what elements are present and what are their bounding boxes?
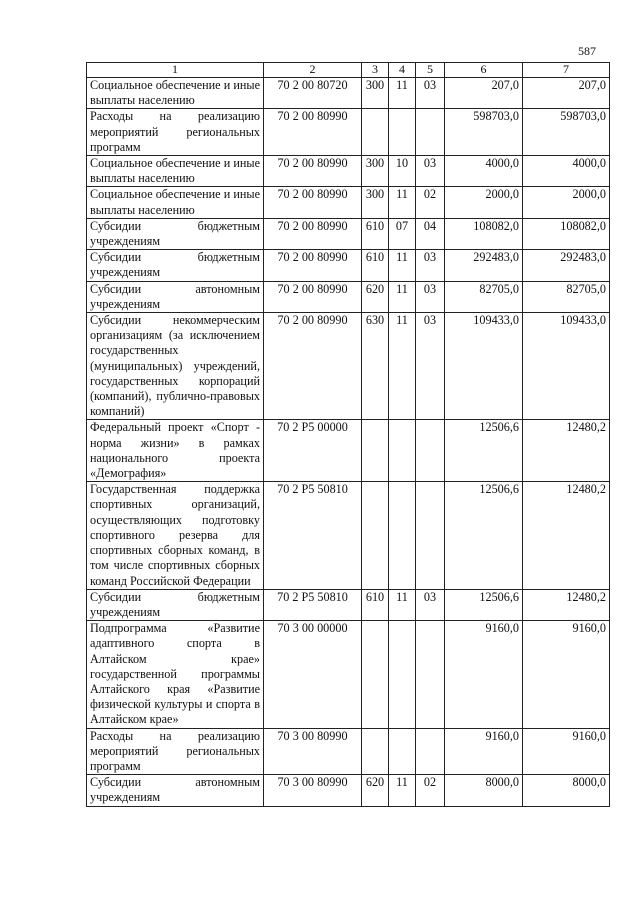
row-c5: 03 — [416, 78, 445, 109]
table-row — [87, 156, 610, 187]
row-c6: 12506,6 — [445, 589, 523, 620]
row-c6: 108082,0 — [445, 218, 523, 249]
row-name: Субсидии бюджетным учреждениям — [87, 218, 264, 249]
header-col-2: 2 — [264, 63, 362, 78]
row-c7: 12480,2 — [523, 482, 610, 589]
row-name: Расходы на реализацию мероприятий региональных программ — [87, 109, 264, 156]
row-c3: 300 — [362, 187, 389, 218]
budget-table — [86, 62, 610, 807]
row-code: 70 2 00 80990 — [264, 156, 362, 187]
table-row — [87, 281, 610, 312]
header-col-6: 6 — [445, 63, 523, 78]
row-c3 — [362, 621, 389, 728]
table-row — [87, 589, 610, 620]
row-c5 — [416, 482, 445, 589]
row-c3 — [362, 482, 389, 589]
row-c7: 598703,0 — [523, 109, 610, 156]
row-code: 70 2 P5 50810 — [264, 589, 362, 620]
table-row — [87, 78, 610, 109]
row-c5: 03 — [416, 250, 445, 281]
row-name: Социальное обеспечение и иные выплаты населению — [87, 78, 264, 109]
row-c3: 620 — [362, 775, 389, 806]
row-name: Субсидии бюджетным учреждениям — [87, 250, 264, 281]
row-c3 — [362, 728, 389, 775]
row-c6: 8000,0 — [445, 775, 523, 806]
row-c7: 2000,0 — [523, 187, 610, 218]
row-c4: 10 — [389, 156, 416, 187]
table-row — [87, 109, 610, 156]
row-c3 — [362, 420, 389, 482]
row-c7: 108082,0 — [523, 218, 610, 249]
header-col-7: 7 — [523, 63, 610, 78]
table-row — [87, 187, 610, 218]
row-c7: 9160,0 — [523, 728, 610, 775]
page-number: 587 — [578, 44, 596, 58]
row-code: 70 3 00 00000 — [264, 621, 362, 728]
row-c6: 598703,0 — [445, 109, 523, 156]
header-col-3: 3 — [362, 63, 389, 78]
row-c6: 82705,0 — [445, 281, 523, 312]
row-name: Субсидии автономным учреждениям — [87, 281, 264, 312]
row-c4: 11 — [389, 250, 416, 281]
row-c7: 4000,0 — [523, 156, 610, 187]
row-c7: 12480,2 — [523, 589, 610, 620]
row-c5: 03 — [416, 313, 445, 420]
row-c7: 109433,0 — [523, 313, 610, 420]
table-row — [87, 775, 610, 806]
row-code: 70 2 P5 00000 — [264, 420, 362, 482]
row-c4 — [389, 109, 416, 156]
row-c4 — [389, 420, 416, 482]
table-row — [87, 728, 610, 775]
header-row — [87, 63, 610, 78]
table-row — [87, 250, 610, 281]
table-row — [87, 313, 610, 420]
row-name: Социальное обеспечение и иные выплаты населению — [87, 156, 264, 187]
row-c7: 9160,0 — [523, 621, 610, 728]
row-c6: 12506,6 — [445, 482, 523, 589]
row-c5: 03 — [416, 281, 445, 312]
row-c6: 109433,0 — [445, 313, 523, 420]
row-c6: 9160,0 — [445, 621, 523, 728]
row-code: 70 2 00 80990 — [264, 218, 362, 249]
row-c5: 02 — [416, 775, 445, 806]
row-name: Субсидии автономным учреждениям — [87, 775, 264, 806]
row-c3: 610 — [362, 589, 389, 620]
row-c6: 4000,0 — [445, 156, 523, 187]
row-name: Подпрограмма «Развитие адаптивного спорта в Алтайском крае» государственной программы Алтайского края «Развитие физической культуры и спорта в Алтайском крае» — [87, 621, 264, 728]
row-code: 70 2 P5 50810 — [264, 482, 362, 589]
row-c3 — [362, 109, 389, 156]
row-c6: 2000,0 — [445, 187, 523, 218]
row-c5: 02 — [416, 187, 445, 218]
table-row — [87, 218, 610, 249]
row-c7: 12480,2 — [523, 420, 610, 482]
row-c7: 82705,0 — [523, 281, 610, 312]
row-c3: 300 — [362, 156, 389, 187]
row-c6: 292483,0 — [445, 250, 523, 281]
row-c4 — [389, 482, 416, 589]
row-c5: 03 — [416, 156, 445, 187]
row-c3: 630 — [362, 313, 389, 420]
header-col-1: 1 — [87, 63, 264, 78]
row-name: Субсидии бюджетным учреждениям — [87, 589, 264, 620]
row-name: Федеральный проект «Спорт - норма жизни» в рамках национального проекта «Демография» — [87, 420, 264, 482]
row-c4 — [389, 621, 416, 728]
row-c4: 11 — [389, 187, 416, 218]
row-c4: 11 — [389, 313, 416, 420]
row-c3: 300 — [362, 78, 389, 109]
row-c4 — [389, 728, 416, 775]
row-c4: 11 — [389, 78, 416, 109]
row-c4: 11 — [389, 775, 416, 806]
row-c7: 292483,0 — [523, 250, 610, 281]
row-name: Социальное обеспечение и иные выплаты населению — [87, 187, 264, 218]
row-code: 70 2 00 80990 — [264, 250, 362, 281]
row-c4: 11 — [389, 589, 416, 620]
table-row — [87, 420, 610, 482]
row-code: 70 3 00 80990 — [264, 775, 362, 806]
row-c3: 620 — [362, 281, 389, 312]
row-name: Расходы на реализацию мероприятий региональных программ — [87, 728, 264, 775]
row-c5 — [416, 109, 445, 156]
row-c4: 11 — [389, 281, 416, 312]
row-c6: 9160,0 — [445, 728, 523, 775]
row-c3: 610 — [362, 250, 389, 281]
row-c6: 207,0 — [445, 78, 523, 109]
row-code: 70 2 00 80720 — [264, 78, 362, 109]
header-col-4: 4 — [389, 63, 416, 78]
row-c5 — [416, 728, 445, 775]
row-c7: 207,0 — [523, 78, 610, 109]
row-code: 70 2 00 80990 — [264, 109, 362, 156]
row-c5: 03 — [416, 589, 445, 620]
row-code: 70 2 00 80990 — [264, 313, 362, 420]
row-c5 — [416, 420, 445, 482]
header-col-5: 5 — [416, 63, 445, 78]
table-row — [87, 482, 610, 589]
row-code: 70 3 00 80990 — [264, 728, 362, 775]
table-row — [87, 621, 610, 728]
row-c5: 04 — [416, 218, 445, 249]
row-c3: 610 — [362, 218, 389, 249]
row-c4: 07 — [389, 218, 416, 249]
row-c7: 8000,0 — [523, 775, 610, 806]
row-c6: 12506,6 — [445, 420, 523, 482]
row-c5 — [416, 621, 445, 728]
row-name: Субсидии некоммерческим организациям (за исключением государственных (муниципальных) учреждений, государственных корпораций (компаний), публично-правовых компаний) — [87, 313, 264, 420]
row-code: 70 2 00 80990 — [264, 281, 362, 312]
row-name: Государственная поддержка спортивных организаций, осуществляющих подготовку спортивного резерва для спортивных сборных команд, в том числе спортивных сборных команд Российской Федерации — [87, 482, 264, 589]
row-code: 70 2 00 80990 — [264, 187, 362, 218]
